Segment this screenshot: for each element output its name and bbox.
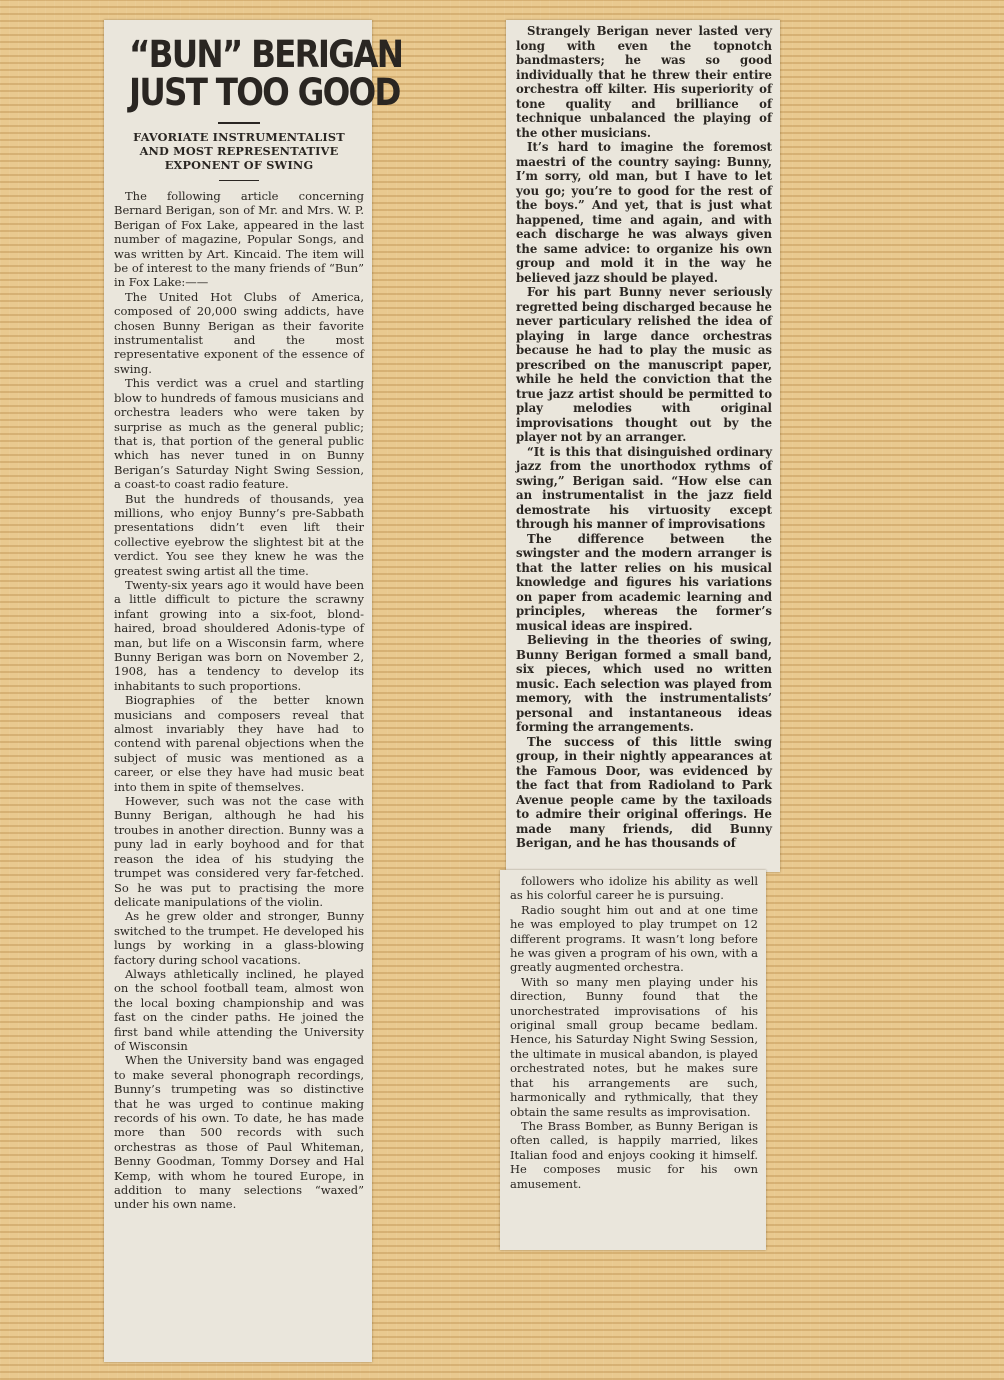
paragraph: Biographies of the better known musicians and composers reveal that almost invariably they have had to contend with parenal objections when the subject of music was mentioned as a career, or else they have had music beat into them in spite of themselves. — [114, 693, 364, 794]
subhead-rule — [219, 180, 259, 181]
clipping-column-1 — [104, 20, 403, 1362]
paragraph: For his part Bunny never seriously regretted being discharged because he never particulary relished the idea of playing in large dance orchestras because he had to play the music as prescribed on the manuscript paper, while he held the conviction that the true jazz artist should be permitted to play melodies with original improvisations thought out by the player not by an arranger. — [516, 285, 772, 444]
paragraph: followers who idolize his ability as well as his colorful career he is pursuing. — [510, 874, 758, 903]
headline-line-1: “BUN” BERIGAN — [129, 33, 403, 76]
headline-line-2: JUST TOO GOOD — [129, 71, 400, 114]
paragraph: Always athletically inclined, he played on the school football team, almost won the local boxing championship and was fast on the cinder paths. He joined the first band while attending the University of Wisconsin — [114, 966, 364, 1053]
paragraph: Radio sought him out and at one time he was employed to play trumpet on 12 different programs. It wasn’t long before he was given a program of his own, with a greatly augmented orchestra. — [510, 902, 758, 975]
clipping-column-3 — [500, 870, 766, 1250]
paragraph: When the University band was engaged to make several phonograph recordings, Bunny’s trumpeting was so distinctive that he was urged to continue making records of his own. To date, he has made more than 500 records with such orchestras as those of Paul Whiteman, Benny Goodman, Tommy Dorsey and Hal Kemp, with whom he toured Europe, in addition to many selections “waxed” under his own name. — [114, 1053, 364, 1212]
paragraph: With so many men playing under his direction, Bunny found that the unorchestrated improvisations of his original small group became bedlam. Hence, his Saturday Night Swing Session, the ultimate in musical abandon, is played orchestrated notes, but he makes sure that his arrangements are such, harmonically and rythmically, that they obtain the same results as improvisation. — [510, 974, 758, 1119]
subhead-line-1: FAVORIATE INSTRUMENTALIST — [133, 130, 345, 144]
subheadline — [114, 130, 364, 172]
paragraph: The difference between the swingster and the modern arranger is that the latter relies on his musical knowledge and figures his variations on paper from academic learning and principles, whereas the former’s musical ideas are inspired. — [516, 531, 772, 633]
paragraph: This verdict was a cruel and startling blow to hundreds of famous musicians and orchestra leaders who were taken by surprise as much as the general public; that is, that portion of the general public which has never tuned in on Bunny Berigan’s Saturday Night Swing Session, a coast-to coast radio feature. — [114, 376, 364, 492]
paragraph: Twenty-six years ago it would have been a little difficult to picture the scrawny infant growing into a six-foot, blond-haired, broad shouldered Adonis-type of man, but life on a Wisconsin farm, where Bunny Berigan was born on November 2, 1908, has a tendency to develop its inhabitants to such proportions. — [114, 577, 364, 693]
paragraph: The Brass Bomber, as Bunny Berigan is often called, is happily married, likes Italian food and enjoys cooking it himself. He composes music for his own amusement. — [510, 1118, 758, 1191]
paragraph: The following article concerning Bernard Berigan, son of Mr. and Mrs. W. P. Berigan of Fox Lake, appeared in the last number of magazine, Popular Songs, and was written by Art. Kincaid. The item will be of interest to the many friends of “Bun” in Fox Lake:—— — [114, 189, 364, 290]
paragraph: But the hundreds of thousands, yea millions, who enjoy Bunny’s pre-Sabbath presentations didn’t even lift their collective eyebrow the slightest bit at the verdict. You see they knew he was the greatest swing artist all the time. — [114, 491, 364, 578]
paragraph: Believing in the theories of swing, Bunny Berigan formed a small band, six pieces, which used no written music. Each selection was played from memory, with the instrumentalists’ personal and instantaneous ideas forming the arrangements. — [516, 633, 772, 734]
paragraph: It’s hard to imagine the foremost maestri of the country saying: Bunny, I’m sorry, old man, but I have to let you go; you’re to good for the rest of the boys.” And yet, that is just what happened, time and again, and with each discharge he was always given the same advice: to organize his own group and mold it in the way he believed jazz should be played. — [516, 140, 772, 285]
headline-rule — [218, 122, 260, 124]
paragraph: “It is this that disinguished ordinary jazz from the unorthodox rythms of swing,” Berigan said. “How else can an instrumentalist in the jazz field demostrate his virtuosity except through his manner of improvisations — [516, 444, 772, 531]
subhead-line-2: AND MOST REPRESENTATIVE — [139, 144, 339, 158]
paragraph: Strangely Berigan never lasted very long with even the topnotch bandmasters; he was so good individually that he threw their entire orchestra off kilter. His superiority of tone quality and brilliance of technique unbalanced the playing of the other musicians. — [516, 24, 772, 140]
paragraph: The United Hot Clubs of America, composed of 20,000 swing addicts, have chosen Bunny Berigan as their favorite instrumentalist and the most representative exponent of the essence of swing. — [114, 289, 364, 376]
headline — [129, 33, 403, 114]
paragraph: However, such was not the case with Bunny Berigan, although he had his troubes in another direction. Bunny was a puny lad in early boyhood and for that reason the idea of his studying the trumpet was considered very far-fetched. So he was put to practising the more delicate manipulations of the violin. — [114, 794, 364, 909]
paragraph: The success of this little swing group, in their nightly appearances at the Famous Door, was evidenced by the fact that from Radioland to Park Avenue people came by the taxiloads to admire their original offerings. He made many friends, did Bunny Berigan, and he has thousands of — [516, 734, 772, 850]
clipping-column-2 — [506, 20, 780, 872]
subhead-line-3: EXPONENT OF SWING — [164, 158, 314, 172]
paragraph: As he grew older and stronger, Bunny switched to the trumpet. He developed his lungs by working in a glass-blowing factory during school vacations. — [114, 909, 364, 967]
